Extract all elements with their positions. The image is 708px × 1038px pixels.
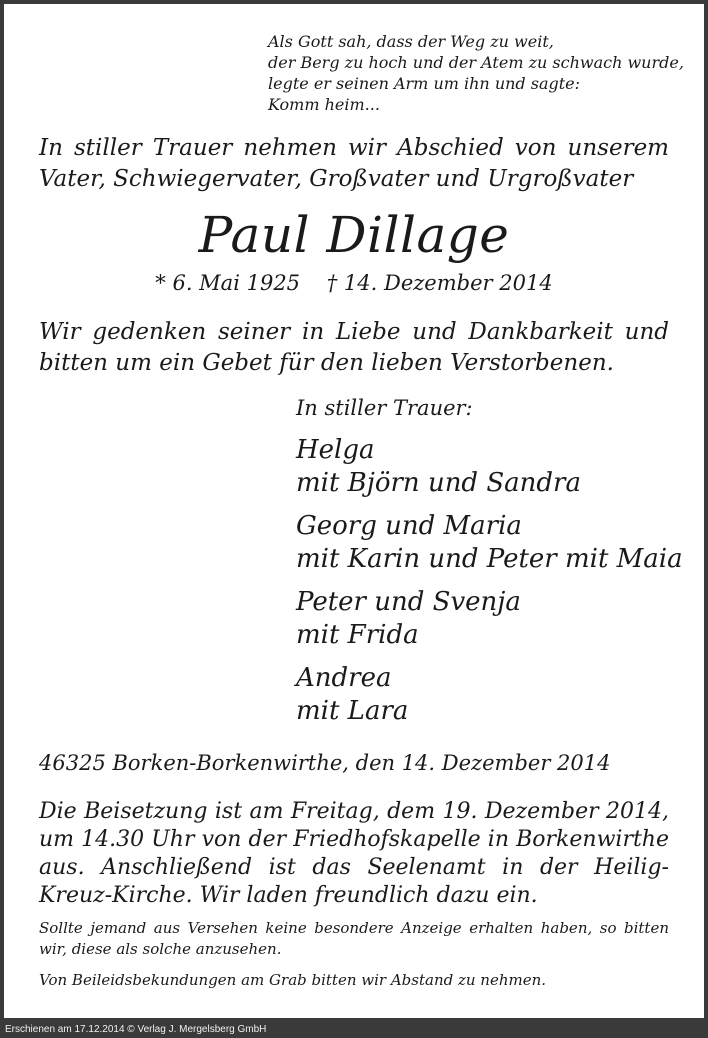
family-detail: mit Frida [296,620,419,650]
family-detail: mit Karin und Peter mit Maia [296,544,683,574]
place-date: 46325 Borken-Borkenwirthe, den 14. Dezember 2014 [39,751,611,775]
publication-footer: Erschienen am 17.12.2014 © Verlag J. Mergelsberg GmbH [0,1022,708,1038]
death-date: † 14. Dezember 2014 [326,271,553,295]
poem-line-3: legte er seinen Arm um ihn und sagte: [268,74,581,93]
deceased-name: Paul Dillage [198,206,510,264]
notice-text: Sollte jemand aus Versehen keine besondere Anzeige erhalten haben, so bitten wir, diese als solche anzusehen. [39,919,669,958]
poem-line-2: der Berg zu hoch und der Atem zu schwach wurde, [268,53,684,72]
family-name: Georg und Maria [296,511,522,541]
family-name: Helga [296,435,375,465]
poem-line-4: Komm heim... [268,95,380,114]
family-name: Andrea [296,663,392,693]
mourners-heading: In stiller Trauer: [296,396,473,420]
family-detail: mit Lara [296,696,409,726]
family-detail: mit Björn und Sandra [296,468,581,498]
birth-date: * 6. Mai 1925 [155,271,301,295]
intro-text: In stiller Trauer nehmen wir Abschied von unserem Vater, Schwiegervater, Großvater und Urgroßvater [39,135,669,192]
funeral-text: Die Beisetzung ist am Freitag, dem 19. Dezember 2014, um 14.30 Uhr von der Friedhofskapelle in Borkenwirthe aus. Anschließend ist das Seelenamt in der Heilig-Kreuz-Kirche. Wir laden freundlich dazu ein. [39,799,669,908]
poem-line-1: Als Gott sah, dass der Weg zu weit, [268,32,554,51]
memorial-text: Wir gedenken seiner in Liebe und Dankbarkeit und bitten um ein Gebet für den lieben Verstorbenen. [39,319,669,376]
family-name: Peter und Svenja [296,587,521,617]
condolence-text: Von Beileidsbekundungen am Grab bitten wir Abstand zu nehmen. [39,971,547,989]
life-dates [0,271,708,295]
